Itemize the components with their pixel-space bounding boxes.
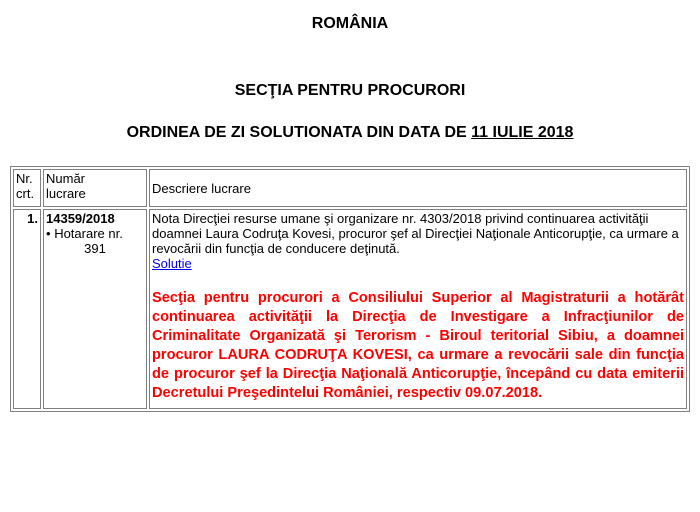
solution-link[interactable]: Solutie [152, 256, 192, 271]
verdict-text: Secţia pentru procurori a Consiliului Superior al Magistraturii a hotărât continuarea activităţii la Direcţia de Investigare a Infracţiunilor de Criminalitate Organizată şi Terorism - Biroul teritorial Sibiu, a doamnei procuror LAURA CODRUŢA KOVESI, ca urmare a revocării sale din funcţia de procuror şef la Direcţia Naţională Anticorupţie, începând cu data emiterii Decretului Preşedintelui României, respectiv 09.07.2018. [152, 290, 684, 401]
description-text: Nota Direcţiei resurse umane şi organizare nr. 4303/2018 privind continuarea activităţii doamnei Laura Codruţa Kovesi, procuror şef al Direcţiei Naţionale Anticorupţie, ca urmare a revocării din funcţia de conducere deţinută. [152, 211, 679, 256]
decision-label: Hotarare nr. [54, 226, 123, 241]
decision-line [46, 226, 144, 241]
table-row [13, 209, 687, 409]
header-nr-crt [13, 169, 41, 207]
row-case-cell [43, 209, 147, 409]
header-nr-line1: Nr. [16, 171, 33, 186]
country-heading: ROMÂNIA [311, 15, 389, 32]
agenda-heading [0, 123, 700, 143]
agenda-table [10, 166, 690, 412]
table-header-row [13, 169, 687, 207]
row-nr: 1. [13, 209, 41, 409]
header-nr-line2: crt. [16, 186, 35, 201]
row-description-cell [149, 209, 687, 409]
header-description: Descriere lucrare [149, 169, 687, 207]
decision-number: 391 [84, 241, 106, 256]
header-num-line1: Număr [46, 171, 86, 186]
header-num-line2: lucrare [46, 186, 86, 201]
header-case-number [43, 169, 147, 207]
agenda-heading-prefix: ORDINEA DE ZI SOLUTIONATA DIN DATA DE [126, 124, 472, 141]
agenda-date: 11 IULIE 2018 [471, 124, 574, 141]
case-number: 14359/2018 [46, 211, 115, 226]
bullet-icon: • [46, 226, 51, 241]
section-heading: SECŢIA PENTRU PROCURORI [234, 82, 466, 99]
